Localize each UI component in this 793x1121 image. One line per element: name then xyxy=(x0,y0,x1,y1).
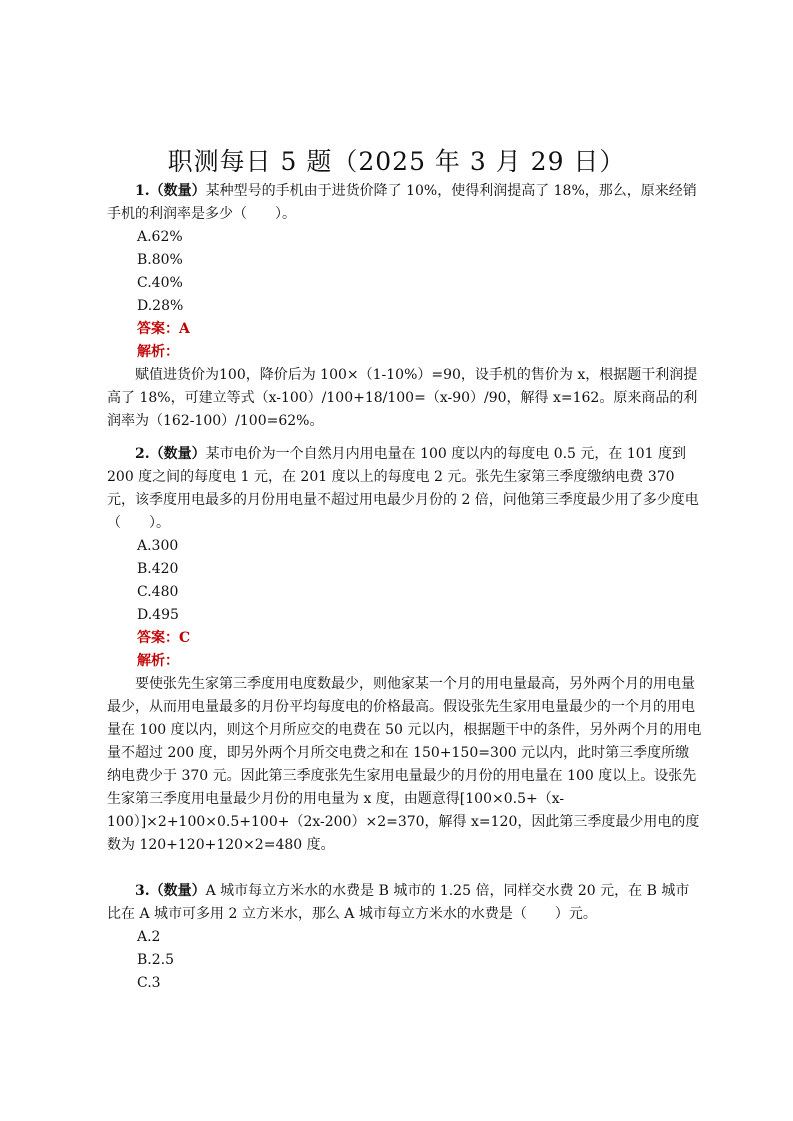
explanation-label: 解析： xyxy=(137,653,179,669)
option-c: C.480 xyxy=(137,584,179,600)
question-number: 2. xyxy=(135,446,150,462)
question-tag: （数量） xyxy=(149,883,206,899)
answer-value: A xyxy=(179,321,190,337)
explanation-text: 赋值进货价为100，降价后为 100×（1-10%）=90，设手机的售价为 x，根据题干利润提高了 18%，可建立等式（x-100）/100+18/100=（x-90）/90，解得 x=162。原来商品的利润率为（162-100）/100=62%。 xyxy=(107,367,698,429)
answer-label: 答案： xyxy=(137,630,179,646)
question-tag: （数量） xyxy=(149,183,206,199)
page-title: 职测每日 5 题（2025 年 3 月 29 日） xyxy=(167,147,626,176)
question-1 xyxy=(107,180,703,433)
question-text: A 城市每立方米水的水费是 B 城市的 1.25 倍，同样交水费 20 元，在 B 城市比在 A 城市可多用 2 立方米水，那么 A 城市每立方米水的水费是（ ）元。 xyxy=(107,883,690,922)
option-a: A.2 xyxy=(137,929,161,945)
answer-value: C xyxy=(179,630,191,646)
option-c: C.40% xyxy=(137,275,183,291)
option-d: D.28% xyxy=(137,298,184,314)
option-d: D.495 xyxy=(137,607,179,623)
question-stem xyxy=(107,180,703,226)
question-number: 1. xyxy=(135,183,150,199)
answer-line xyxy=(107,627,703,650)
answer-label: 答案： xyxy=(137,321,179,337)
question-2 xyxy=(107,443,703,857)
question-number: 3. xyxy=(135,883,150,899)
explanation-label: 解析： xyxy=(137,344,179,360)
question-text: 某市电价为一个自然月内用电量在 100 度以内的每度电 0.5 元，在 101 度到 200 度之间的每度电 1 元，在 201 度以上的每度电 2 元。张先生家第三季度缴纳电费 370 元，该季度用电最多的月份用电量不超过用电最少月份的 2 倍，问他第三季度最少用了多少度电（ ）。 xyxy=(107,446,699,531)
question-stem xyxy=(107,880,703,926)
option-b: B.420 xyxy=(137,561,179,577)
option-b: B.80% xyxy=(137,252,183,268)
question-stem xyxy=(107,443,703,535)
option-c: C.3 xyxy=(137,975,161,991)
question-3 xyxy=(107,880,703,995)
question-text: 某种型号的手机由于进货价降了 10%，使得利润提高了 18%，那么，原来经销手机的利润率是多少（ ）。 xyxy=(107,183,697,222)
option-a: A.62% xyxy=(137,229,183,245)
question-tag: （数量） xyxy=(149,446,206,462)
explanation-text: 要使张先生家第三季度用电度数最少，则他家某一个月的用电量最高，另外两个月的用电量最少，从而用电量最多的月份平均每度电的价格最高。假设张先生家用电量最少的一个月的用电量在 100 度以内，则这个月所应交的电费在 50 元以内，根据题干中的条件，另外两个月的用电量不超过 200 度，即另外两个月所交电费之和在 150+150=300 元以内，此时第三季度所缴纳电费少于 370 元。因此第三季度张先生家用电量最少的月份的用电量在 100 度以上。设张先生家第三季度用电量最少月份的用电量为 x 度，由题意得[100×0.5+（x-100）]×2+100×0.5+100+（2x-200）×2=370，解得 x=120，因此第三季度最少用电的度数为 120+120+120×2=480 度。 xyxy=(107,676,702,853)
option-a: A.300 xyxy=(137,538,179,554)
answer-line xyxy=(107,318,703,341)
option-b: B.2.5 xyxy=(137,952,175,968)
